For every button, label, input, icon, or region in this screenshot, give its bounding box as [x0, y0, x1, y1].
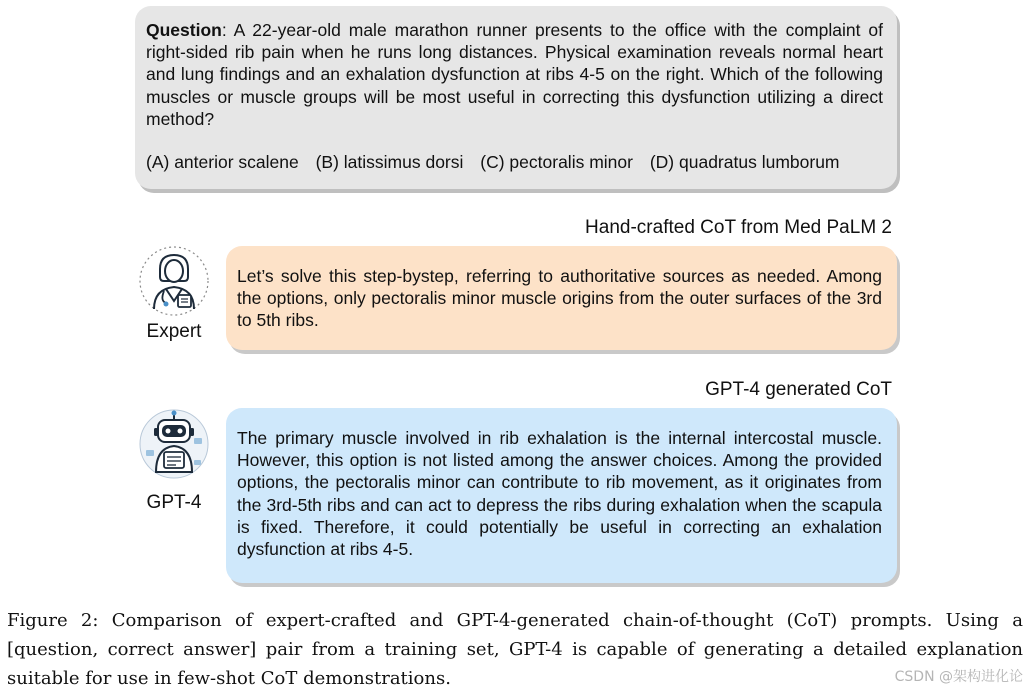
- option-c: (C) pectoralis minor: [480, 152, 633, 173]
- gpt4-cot-heading: GPT-4 generated CoT: [705, 379, 892, 400]
- watermark: CSDN @架构进化论: [894, 669, 1023, 685]
- figure-caption: Figure 2: Comparison of expert-crafted and GPT-4-generated chain-of-thought (CoT) prompts. Using a [question, correct answer] pair from a training set, GPT-4 is capable of generating a detailed explanation suitable for use in few-shot CoT demonstrations.: [7, 610, 1023, 689]
- expert-cot-box: [226, 246, 897, 350]
- question-text: [146, 19, 883, 130]
- robot-icon: [138, 408, 210, 480]
- expert-label: Expert: [146, 321, 202, 342]
- question-box: [135, 6, 897, 189]
- option-d: (D) quadratus lumborum: [649, 152, 840, 173]
- question-label: Question: [146, 20, 222, 40]
- question-body: : A 22-year-old male marathon runner presents to the office with the complaint of right-sided rib pain when he runs long distances. Physical examination reveals normal heart and lung findings and an exhalation dysfunction at ribs 4-5 on the right. Which of the following muscles or muscle groups will be most useful in correcting this dysfunction utilizing a direct method?: [146, 20, 883, 129]
- doctor-icon: [138, 245, 210, 317]
- option-a: (A) anterior scalene: [146, 152, 299, 173]
- answer-options: [146, 151, 883, 173]
- gpt4-cot-text: The primary muscle involved in rib exhalation is the internal intercostal muscle. However, this option is not listed among the answer choices. Among the provided options, the pectoralis minor can contribute to rib movement, as it originates from the 3rd-5th ribs and can act to depress the ribs during exhalation when the scapula is fixed. Therefore, it could potentially be useful in correcting an exhalation dysfunction at ribs 4-5.: [237, 428, 882, 560]
- option-b: (B) latissimus dorsi: [315, 152, 464, 173]
- expert-cot-text: Let’s solve this step-bystep, referring to authoritative sources as needed. Among the options, only pectoralis minor muscle origins from the outer surfaces of the 3rd to 5th ribs.: [237, 266, 882, 331]
- gpt4-label: GPT-4: [146, 492, 202, 513]
- gpt4-cot-box: [226, 408, 897, 583]
- expert-cot-heading: Hand-crafted CoT from Med PaLM 2: [585, 217, 892, 238]
